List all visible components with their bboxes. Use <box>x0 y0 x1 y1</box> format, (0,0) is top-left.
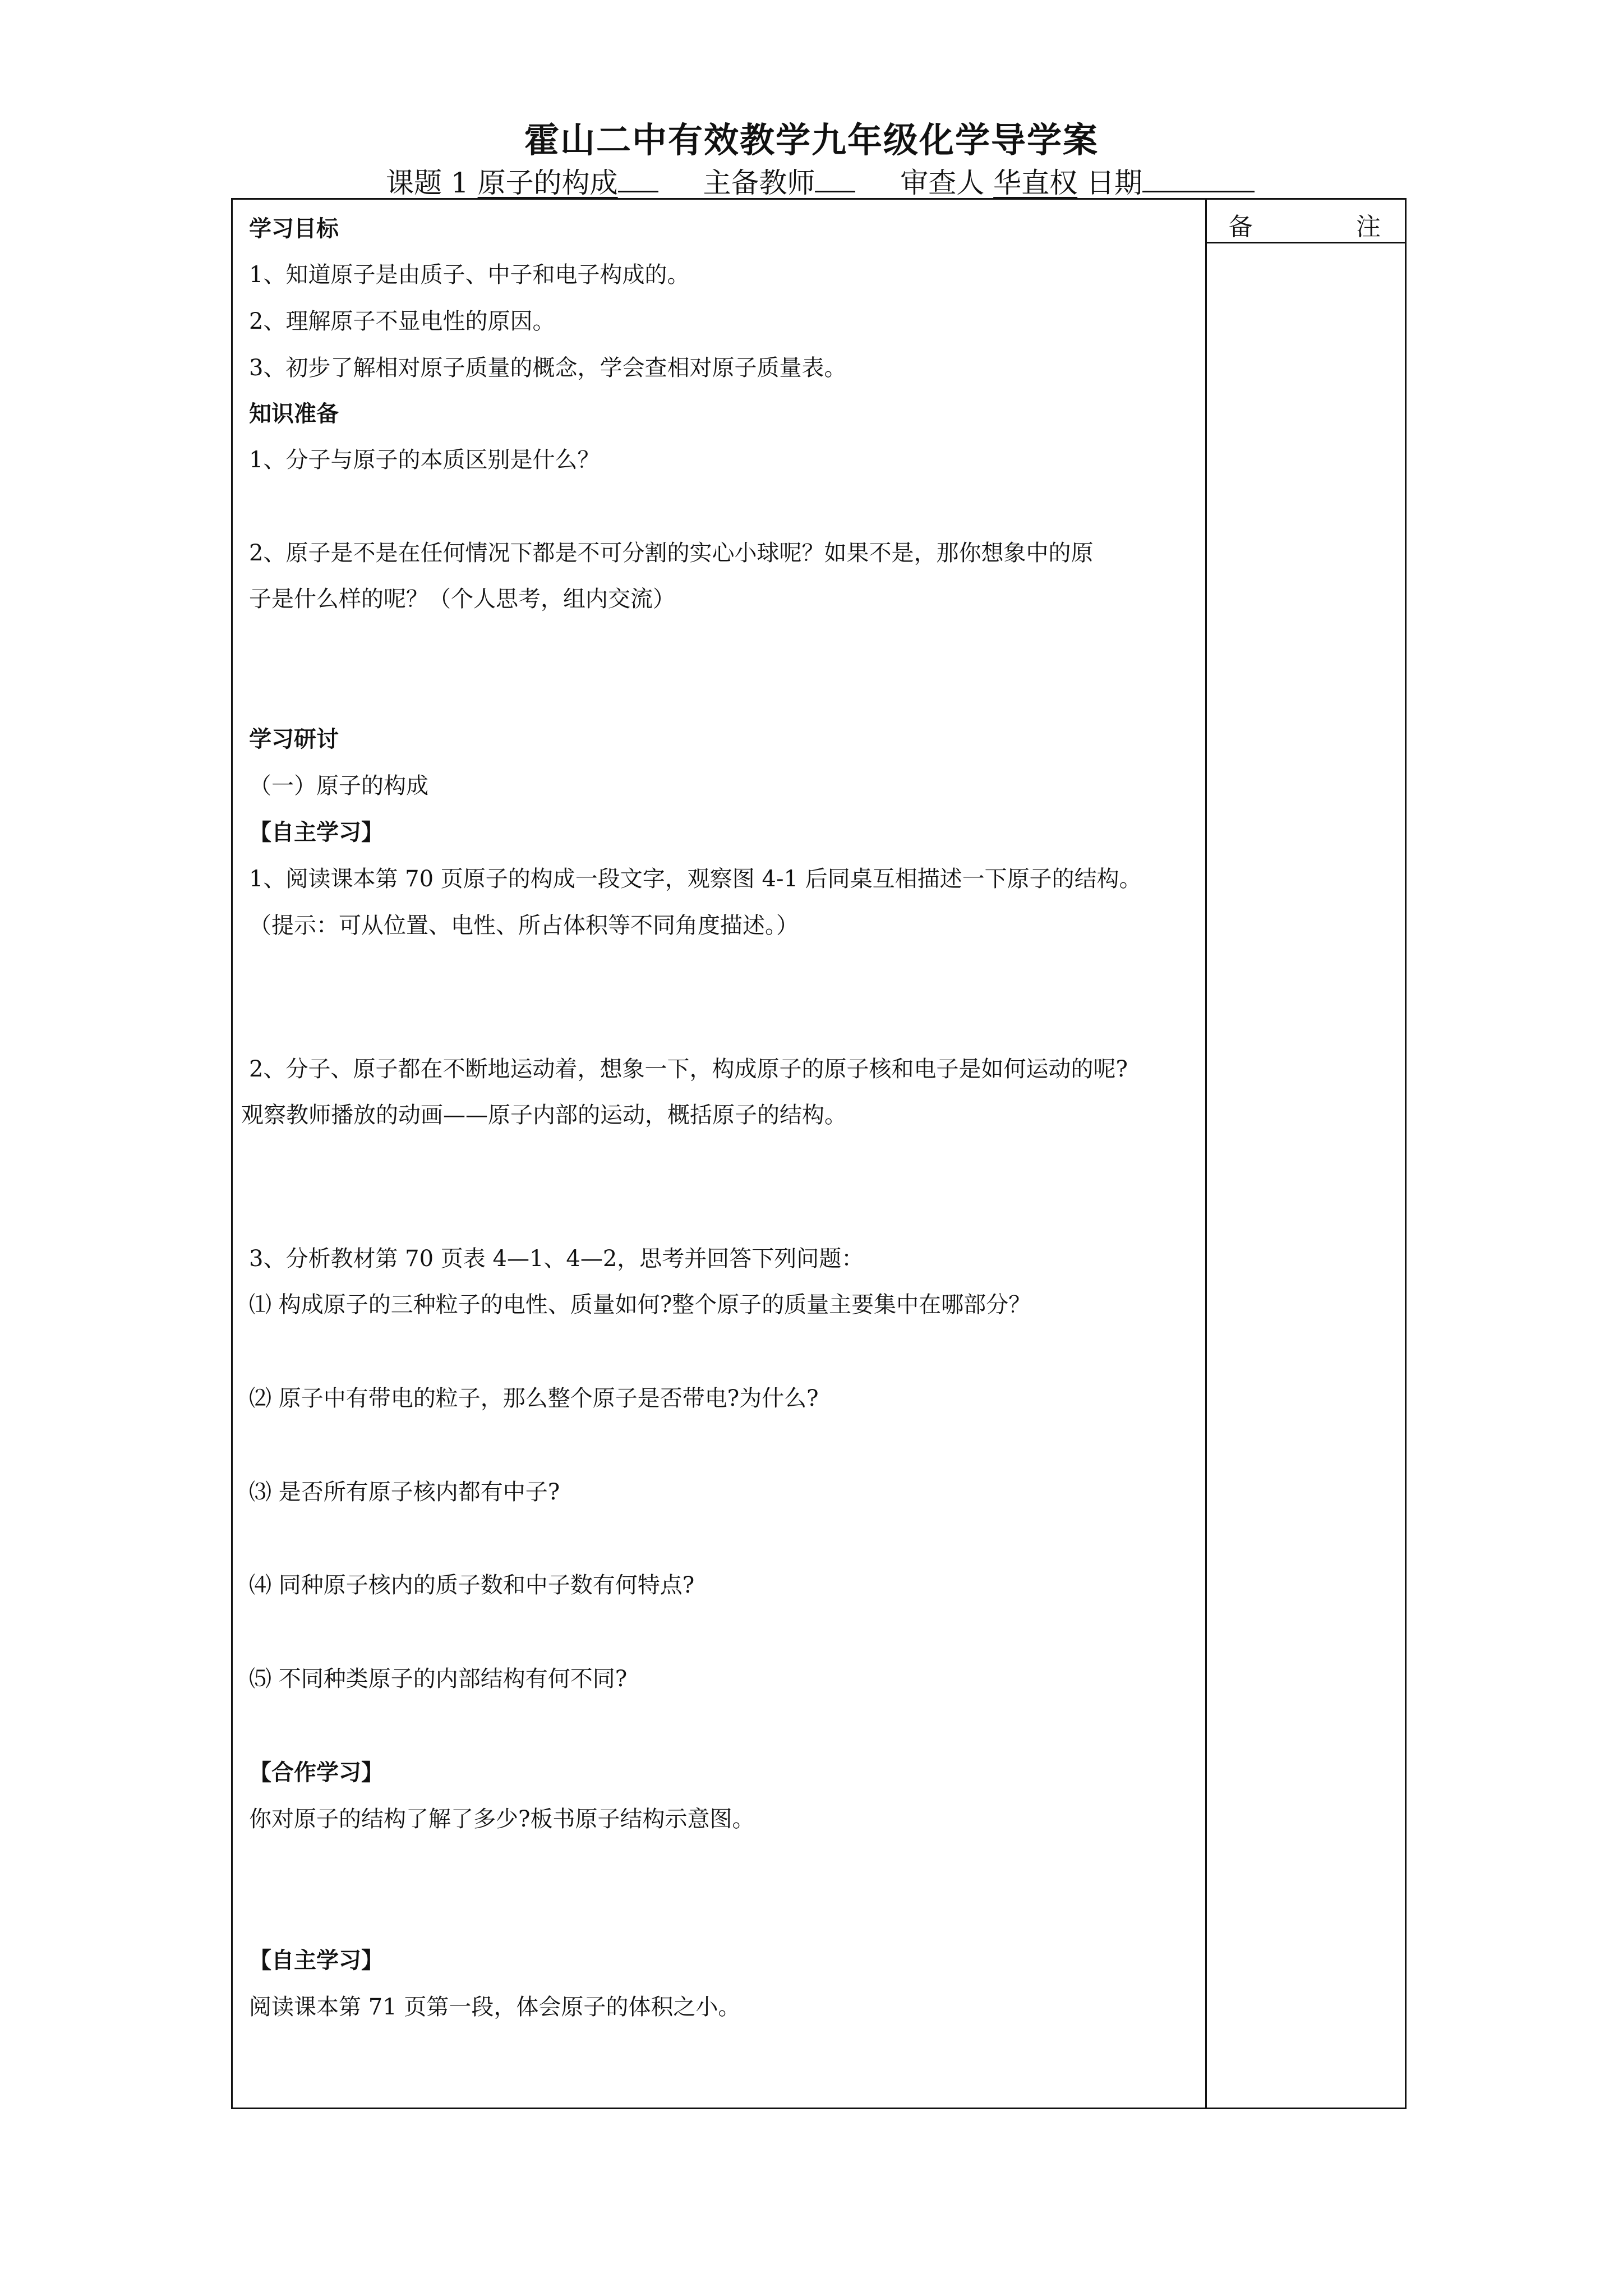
lesson-name: 原子的构成 <box>477 167 618 199</box>
reviewer-name: 华直权 <box>993 167 1078 199</box>
remarks-header-part2: 注 <box>1356 213 1381 241</box>
page-title: 霍山二中有效教学九年级化学导学案 <box>524 119 1099 160</box>
self-study-heading-2: 【自主学习】 <box>249 1948 384 1973</box>
question-5: ⑸ 不同种类原子的内部结构有何不同? <box>249 1666 628 1692</box>
question-4: ⑷ 同种原子核内的质子数和中子数有何特点? <box>249 1572 695 1598</box>
self-study-2-text: 阅读课本第 71 页第一段，体会原子的体积之小。 <box>249 1994 741 2020</box>
remarks-header-part1: 备 <box>1228 213 1253 241</box>
coop-study-heading: 【合作学习】 <box>249 1760 384 1786</box>
lesson-info-line <box>386 160 1255 201</box>
question-1: ⑴ 构成原子的三种粒子的电性、质量如何?整个原子的质量主要集中在哪部分？ <box>249 1292 1031 1318</box>
goal-1: 1、知道原子是由质子、中子和电子构成的。 <box>249 262 690 288</box>
date-label: 日期 <box>1086 167 1143 199</box>
goal-3: 3、初步了解相对原子质量的概念，学会查相对原子质量表。 <box>249 355 847 381</box>
task-1-line2: （提示：可从位置、电性、所占体积等不同角度描述。） <box>249 913 799 938</box>
task-1-line1: 1、阅读课本第 70 页原子的构成一段文字，观察图 4-1 后同桌互相描述一下原子的结构。 <box>249 866 1142 892</box>
column-divider <box>1205 198 1207 2109</box>
coop-study-text: 你对原子的结构了解了多少?板书原子结构示意图。 <box>249 1806 755 1832</box>
prep-question-1: 1、分子与原子的本质区别是什么？ <box>249 447 600 473</box>
date-blank <box>1142 166 1255 192</box>
prep-question-2-line2: 子是什么样的呢？（个人思考，组内交流） <box>249 586 675 612</box>
self-study-heading-1: 【自主学习】 <box>249 820 384 845</box>
goal-2: 2、理解原子不显电性的原因。 <box>249 309 555 334</box>
teacher-label: 主备教师 <box>703 167 815 199</box>
goals-heading: 学习目标 <box>249 216 339 242</box>
reviewer-label: 审查人 <box>900 167 985 199</box>
question-3: ⑶ 是否所有原子核内都有中子? <box>249 1479 560 1505</box>
teacher-blank <box>815 166 855 192</box>
task-2-line1: 2、分子、原子都在不断地运动着，想象一下，构成原子的原子核和电子是如何运动的呢? <box>249 1056 1128 1082</box>
task-3: 3、分析教材第 70 页表 4—1、4—2，思考并回答下列问题： <box>249 1246 864 1272</box>
prep-question-2-line1: 2、原子是不是在任何情况下都是不可分割的实心小球呢？如果不是，那你想象中的原 <box>249 540 1094 566</box>
study-heading: 学习研讨 <box>249 726 339 752</box>
section-1-title: （一）原子的构成 <box>249 773 428 799</box>
question-2: ⑵ 原子中有带电的粒子，那么整个原子是否带电?为什么? <box>249 1386 819 1411</box>
prep-heading: 知识准备 <box>249 401 339 427</box>
lesson-name-blank <box>618 166 658 192</box>
lesson-label: 课题 1 <box>386 167 469 199</box>
task-2-line2: 观察教师播放的动画——原子内部的运动，概括原子的结构。 <box>241 1102 847 1128</box>
